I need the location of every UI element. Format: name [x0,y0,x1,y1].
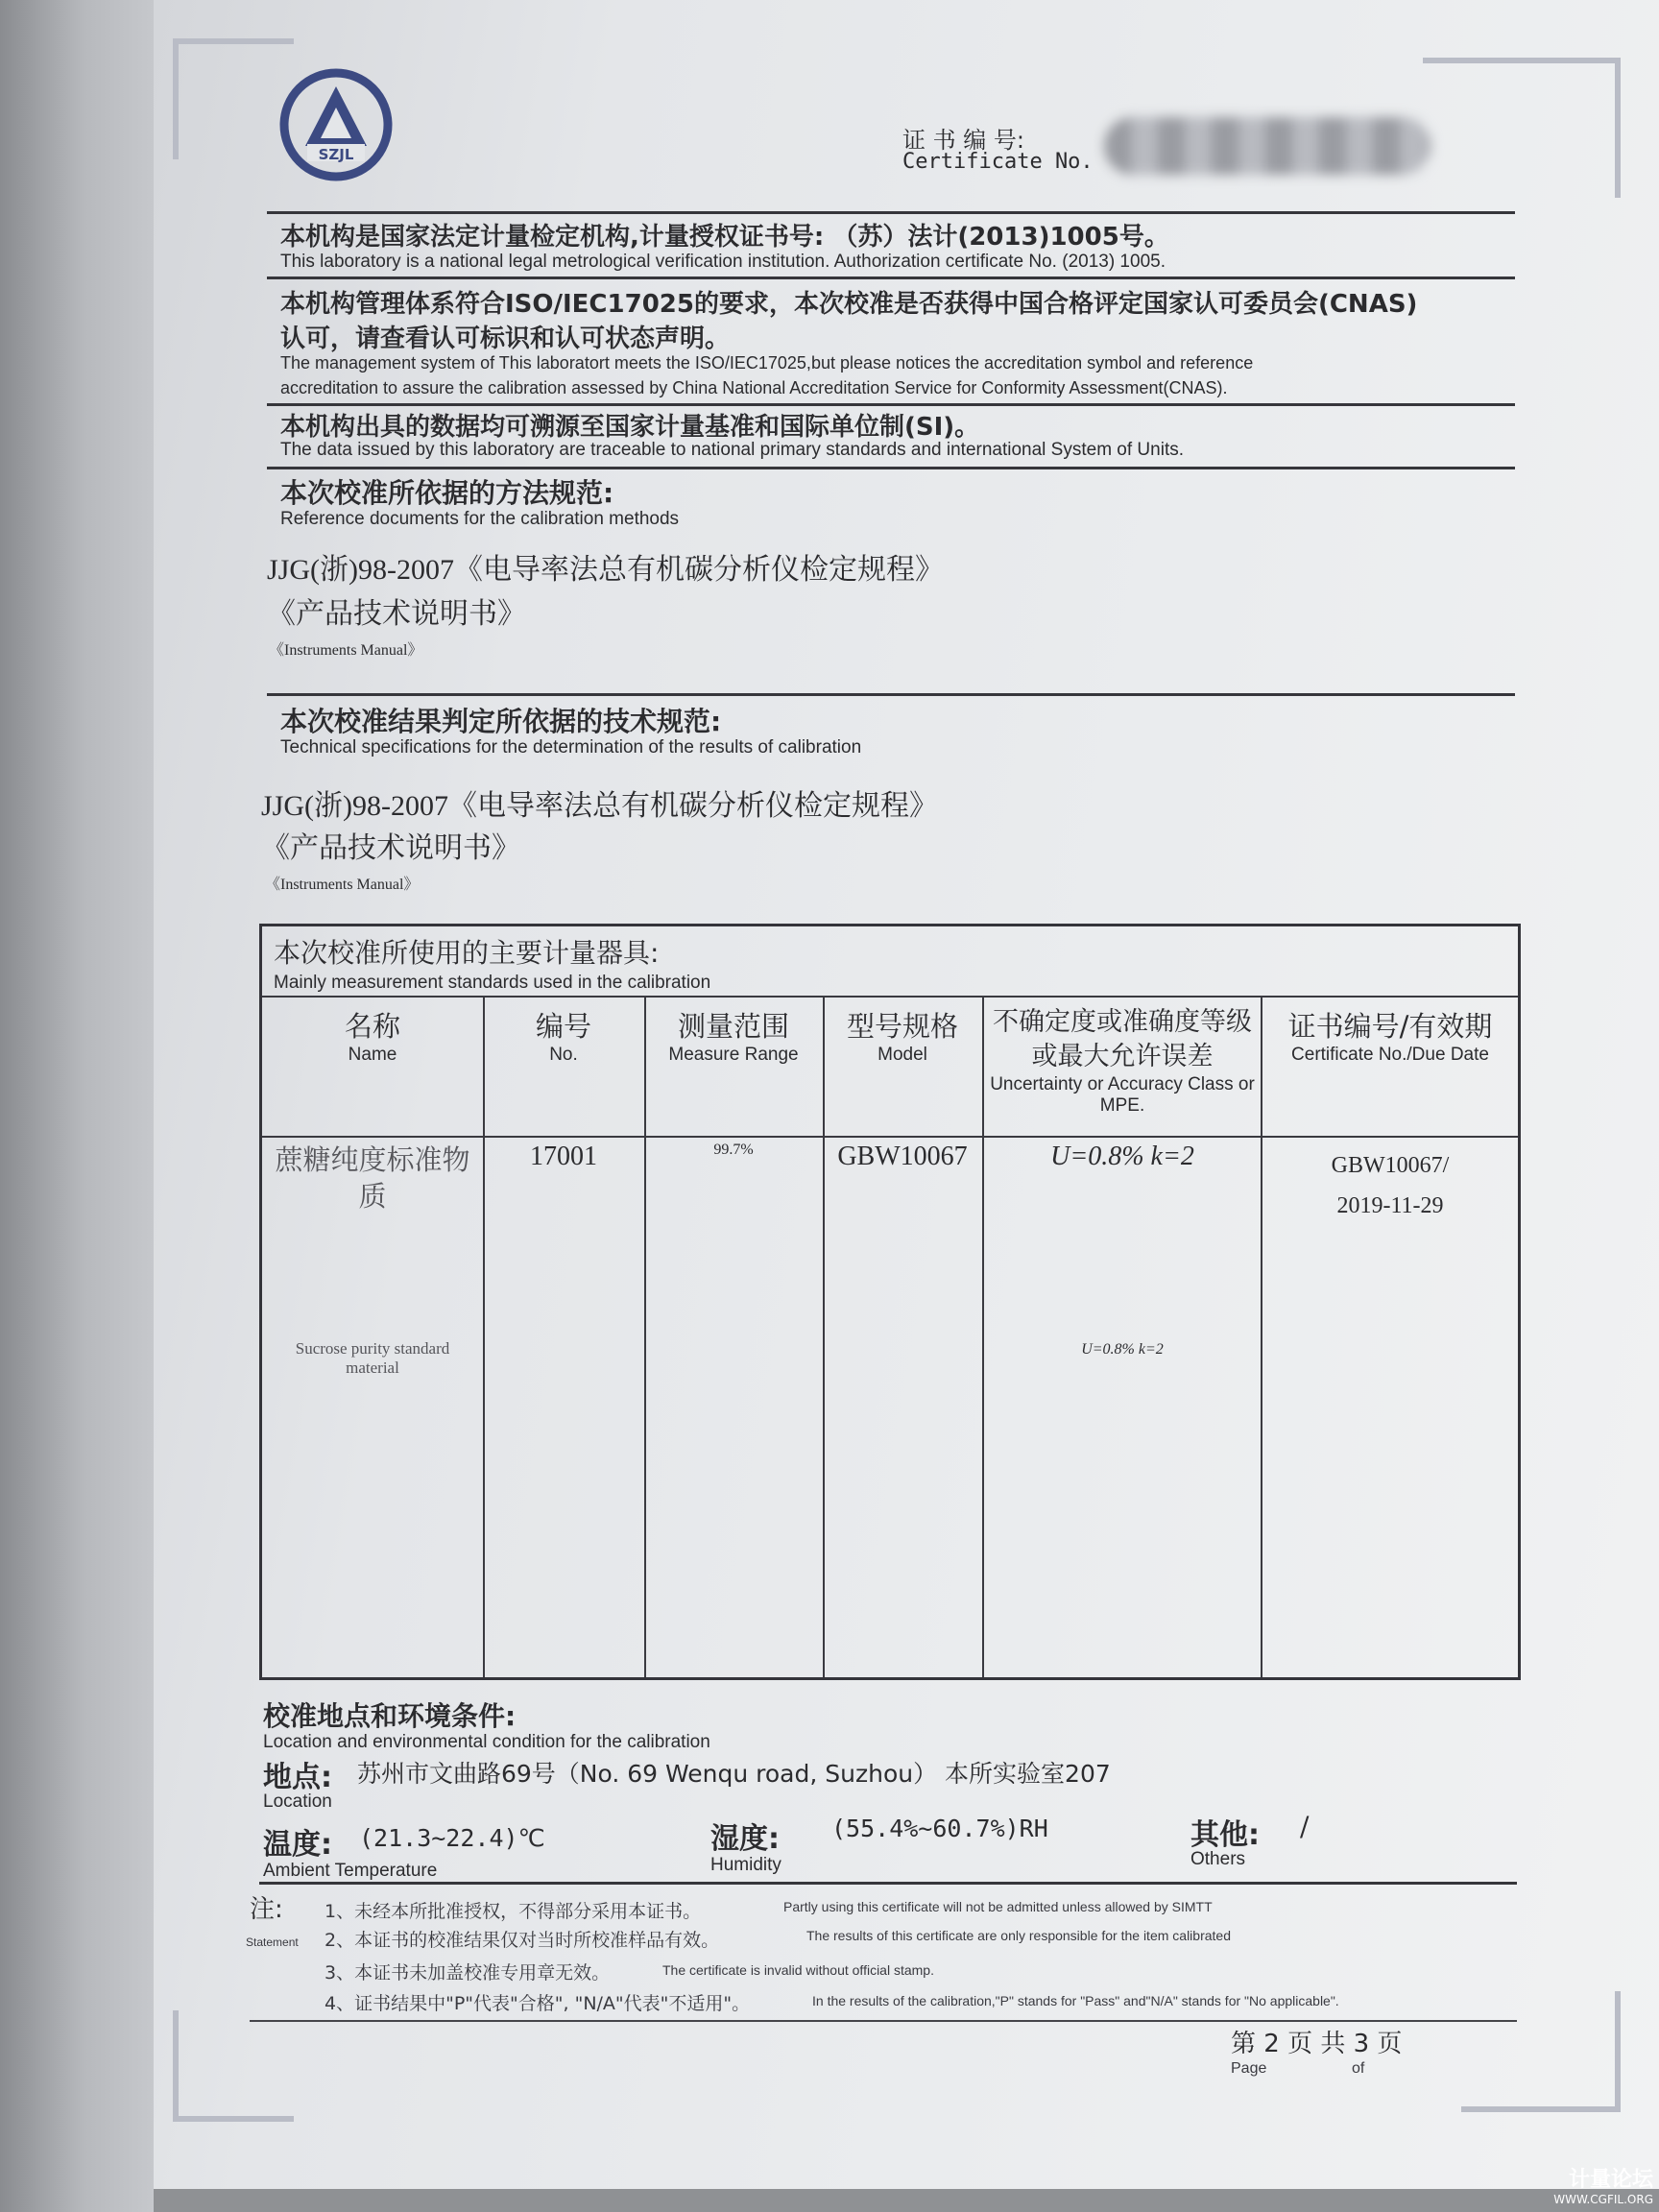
page-label-en: Page [1231,2060,1267,2077]
methods-doc-2-en: 《Instruments Manual》 [269,642,423,659]
divider [250,2020,1517,2022]
temperature-label: 温度: [263,1828,332,1862]
methods-title-en: Reference documents for the calibration methods [280,509,680,529]
statement-3-en: The data issued by this laboratory are traceable to national primary standards and international System of Units. [280,440,1185,460]
divider [267,693,1515,696]
statement-2-en-1: The management system of This laboratort meets the ISO/IEC17025,but please notices the accreditation symbol and reference [280,353,1254,373]
divider [259,1882,1517,1885]
institution-logo [278,67,394,182]
methods-doc-1: JJG(浙)98-2007《电导率法总有机碳分析仪检定规程》 [267,554,944,586]
cell-no: 17001 [530,1142,597,1171]
divider [267,403,1515,406]
table-col-sep [1261,996,1262,1677]
note-4: 4、证书结果中"P"代表"合格", "N/A"代表"不适用"。 [325,1993,751,2014]
location-title: 校准地点和环境条件: [263,1700,517,1732]
specs-title: 本次校准结果判定所依据的技术规范: [280,706,722,737]
watermark-url: WWW.CGFIL.ORG [1553,2193,1653,2206]
statement-1-en: This laboratory is a national legal metrological verification institution. Authorization certificate No. (2013) 1005. [280,252,1166,272]
divider [267,276,1515,279]
divider [267,211,1515,214]
table-col-sep [644,996,646,1677]
cert-no-label-en: Certificate No. [902,150,1094,174]
statement-1-zh: 本机构是国家法定计量检定机构,计量授权证书号: （苏）法计(2013)1005号。 [280,223,1169,252]
specs-doc-2: 《产品技术说明书》 [261,832,520,864]
col-header-label-en: Uncertainty or Accuracy Class or MPE. [990,1074,1255,1116]
temperature-label-en: Ambient Temperature [263,1861,438,1881]
cell-range: 99.7% [713,1142,754,1158]
divider [267,467,1515,469]
col-header-name [262,1005,483,1066]
note-1-en: Partly using this certificate will not be admitted unless allowed by SIMTT [783,1899,1213,1914]
note-1: 1、未经本所批准授权，不得部分采用本证书。 [325,1901,702,1922]
table-col-sep [483,996,485,1677]
watermark-title: 计量论坛 [1568,2168,1653,2192]
table-col-sep [823,996,825,1677]
note-2-en: The results of this certificate are only responsible for the item calibrated [806,1928,1231,1943]
table-rule [262,996,1518,998]
cell-uncertainty: U=0.8% k=2 [1050,1142,1194,1171]
notes-label-en: Statement [246,1936,299,1949]
col-header-label: 编号 [535,1010,591,1043]
col-header-label-en: Model [878,1045,927,1065]
note-3-en: The certificate is invalid without official stamp. [662,1962,934,1978]
corner-ornament [173,2010,294,2122]
table-title: 本次校准所使用的主要计量器具: [274,937,660,969]
others-label-en: Others [1190,1849,1246,1869]
specs-doc-1: JJG(浙)98-2007《电导率法总有机碳分析仪检定规程》 [261,790,938,822]
cell-cert-no: GBW10067/ [1331,1153,1450,1178]
forum-watermark [1553,2163,1653,2206]
corner-ornament [1461,1991,1621,2112]
location-title-en: Location and environmental condition for the calibration [263,1732,710,1752]
note-4-en: In the results of the calibration,"P" stands for "Pass" and"N/A" stands for "No applicable". [812,1993,1339,2008]
statement-2-zh-1: 本机构管理体系符合ISO/IEC17025的要求，本次校准是否获得中国合格评定国家认可委员会(CNAS) [280,290,1418,319]
methods-doc-2: 《产品技术说明书》 [267,598,526,630]
col-header-certificate [1262,1005,1518,1066]
col-header-range [644,1005,823,1066]
table-rule [262,1136,1518,1138]
specs-title-en: Technical specifications for the determination of the results of calibration [280,737,862,757]
page-number: 第 2 页 共 3 页 [1231,2030,1403,2058]
col-header-label: 名称 [344,1010,400,1043]
col-header-label-en: Name [348,1045,397,1065]
statement-2-en-2: accreditation to assure the calibration assessed by China National Accreditation Service for Conformity Assessment(CNAS). [280,378,1228,397]
humidity-value: (55.4%~60.7%)RH [831,1815,1048,1842]
col-header-uncertainty [984,1005,1261,1117]
table-title-en: Mainly measurement standards used in the calibration [274,973,711,993]
certificate-page [154,0,1659,2189]
col-header-label-en: Measure Range [668,1045,799,1065]
cell-name: 蔗糖纯度标准物质 [275,1143,470,1213]
col-header-label: 证书编号/有效期 [1287,1010,1493,1043]
standards-table [259,924,1521,1680]
corner-ornament [1423,58,1621,198]
col-header-label-en: Certificate No./Due Date [1291,1045,1489,1065]
others-value: / [1300,1811,1310,1842]
col-header-label: 型号规格 [846,1010,958,1043]
specs-doc-2-en: 《Instruments Manual》 [265,877,420,893]
humidity-label: 湿度: [710,1822,780,1856]
statement-3-zh: 本机构出具的数据均可溯源至国家计量基准和国际单位制(SI)。 [280,413,980,442]
place-label: 地点: [263,1761,332,1794]
cell-name-en: Sucrose purity standard material [295,1339,450,1377]
cell-model: GBW10067 [837,1142,968,1171]
note-2: 2、本证书的校准结果仅对当时所校准样品有效。 [325,1930,720,1951]
methods-title: 本次校准所依据的方法规范: [280,477,614,509]
book-binding [0,0,154,2212]
cert-no-label: 证 书 编 号: [902,127,1024,154]
corner-ornament [173,38,294,159]
col-header-label: 不确定度或准确度等级或最大允许误差 [993,1007,1252,1071]
col-header-no [483,1005,644,1066]
place-value: 苏州市文曲路69号（No. 69 Wenqu road, Suzhou） 本所实验室207 [357,1760,1111,1788]
humidity-label-en: Humidity [710,1855,781,1875]
place-label-en: Location [263,1791,332,1812]
temperature-value: (21.3~22.4)℃ [359,1824,545,1852]
col-header-model [823,1005,982,1066]
redacted-cert-number [1104,117,1431,175]
note-3: 3、本证书未加盖校准专用章无效。 [325,1962,611,1984]
col-header-label: 测量范围 [677,1010,789,1043]
cell-uncertainty-small: U=0.8% k=2 [1081,1341,1164,1358]
page-of-en: of [1352,2060,1365,2077]
notes-label: 注: [250,1895,283,1924]
col-header-label-en: No. [549,1045,578,1065]
logo-text: SZJL [318,146,354,163]
statement-2-zh-2: 认可，请查看认可标识和认可状态声明。 [280,325,731,353]
cell-due-date: 2019-11-29 [1336,1193,1444,1218]
others-label: 其他: [1190,1818,1260,1852]
